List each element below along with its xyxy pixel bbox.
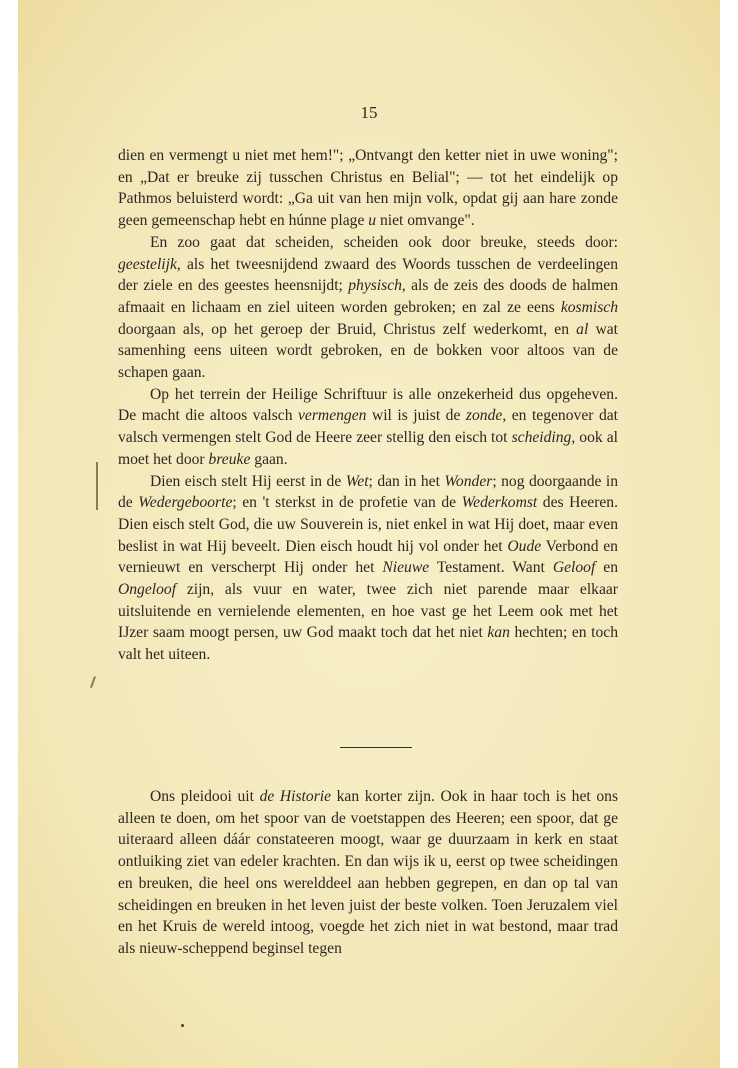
body-text: , ook al moet het door [118,429,618,468]
paragraph [118,471,618,666]
italic-text: Wederkomst [461,494,538,512]
body-text: wat samenhing eens uiteen wordt gebroken, en de bokken voor altoos van de schapen gaan. [118,320,618,382]
body-text: Op het terrein der Heilige Schriftuur is alle onzekerheid dus opgeheven. De macht die altoos valsch [118,385,618,425]
body-text: Verbond en vernieuwt en verscherpt Hij onder het [118,537,618,577]
section-divider [340,747,412,748]
italic-text: Nieuwe [382,559,430,577]
body-text: Dien eisch stelt Hij eerst in de [150,472,346,490]
paragraph [118,384,618,471]
italic-text: Geloof [552,559,596,577]
body-text: doorgaan als, op het geroep der Bruid, Christus zelf wederkomt, en [118,320,577,338]
body-text: ; dan in het [368,472,445,490]
italic-text: scheiding [511,429,572,447]
italic-text: breuke [208,450,251,468]
italic-text: u [368,212,377,230]
margin-mark [96,462,98,510]
page-speck [181,1024,184,1027]
italic-text: de Historie [259,788,332,805]
italic-text: geestelijk [118,255,177,273]
body-text: , als de zeis des doods de halmen afmaait en lichaam en ziel uiteen worden gebroken; en zal ze eens [118,277,618,316]
body-text: Testament. Want [429,559,553,577]
body-text: zijn, als vuur en water, twee zich niet parende maar elkaar uitsluitende en vernielende elementen, en hoe vast ge het Leem ook met het IJzer saam moogt persen, uw God maakt toch dat het niet [118,581,618,642]
body-text: dien en vermengt u niet met hem!"; „Ontvangt den ketter niet in uwe woning"; en „Dat er breuke zij tusschen Christus en Belial"; — tot het eindelijk op Pathmos beluisterd wordt: „Ga uit van hen mijn volk, opdat gij aan hare zonde geen gemeenschap hebt en húnne plage [118,147,618,230]
body-text: gaan. [250,450,288,468]
body-text: Ons pleidooi uit [150,788,260,805]
body-text: des Heeren. Dien eisch stelt God, die uw Souverein is, niet enkel in wat Hij doet, maar even beslist in wat Hij beveelt. Dien eisch houdt hij vol onder het [118,494,619,555]
italic-text: Wedergeboorte [138,494,233,512]
paragraph [118,232,618,384]
body-text: hechten; en toch valt het uiteen. [118,624,618,664]
italic-text: zonde [465,407,503,425]
italic-text: physisch [348,277,402,295]
body-text: kan korter zijn. Ook in haar toch is het ons alleen te doen, om het spoor van de voetstappen des Heeren; een spoor, dat ge uiteraard alleen dáár constateeren moogt, waar ge duurzaam in kerk en staat ontluiking ziet van edeler krachten. En dan wijs ik u, eerst op twee scheidingen en breuken, die heel ons werelddeel aan hebben gegrepen, en dan op tal van scheidingen en breuken in het leven juist der beste volken. Toen Jeruzalem viel en het Kruis de wereld intoog, voegde het zich niet in wat bestond, maar trad als nieuw-scheppend beginsel tegen [118,788,619,957]
body-text: En zoo gaat dat scheiden, scheiden ook door breuke, steeds door: [150,233,618,251]
italic-text: kosmisch [560,298,618,316]
lower-text-block [118,786,618,960]
italic-text: Oude [507,537,542,555]
italic-text: vermengen [298,407,367,425]
upper-text-block [118,145,618,666]
body-text: ; nog doorgaande in de [118,472,618,512]
italic-text: Wet [345,472,369,490]
italic-text: al [576,320,589,338]
page-number: 15 [360,103,378,122]
body-text: wil is juist de [366,407,466,425]
body-text: , als het tweesnijdend zwaard des Woords tusschen de verdeelingen der ziele en des geestes heensnijdt; [118,255,618,295]
italic-text: Ongeloof [118,581,177,599]
italic-text: kan [487,624,510,642]
paragraph [118,786,618,960]
body-text: ; en 't sterkst in de profetie van de [232,494,462,512]
body-text: niet omvange". [376,212,475,230]
body-text: , en tegenover dat valsch vermengen stelt God de Heere zeer stellig den eisch tot [118,407,619,447]
italic-text: Wonder [444,472,493,490]
body-text: en [595,559,618,577]
paragraph [118,145,618,232]
